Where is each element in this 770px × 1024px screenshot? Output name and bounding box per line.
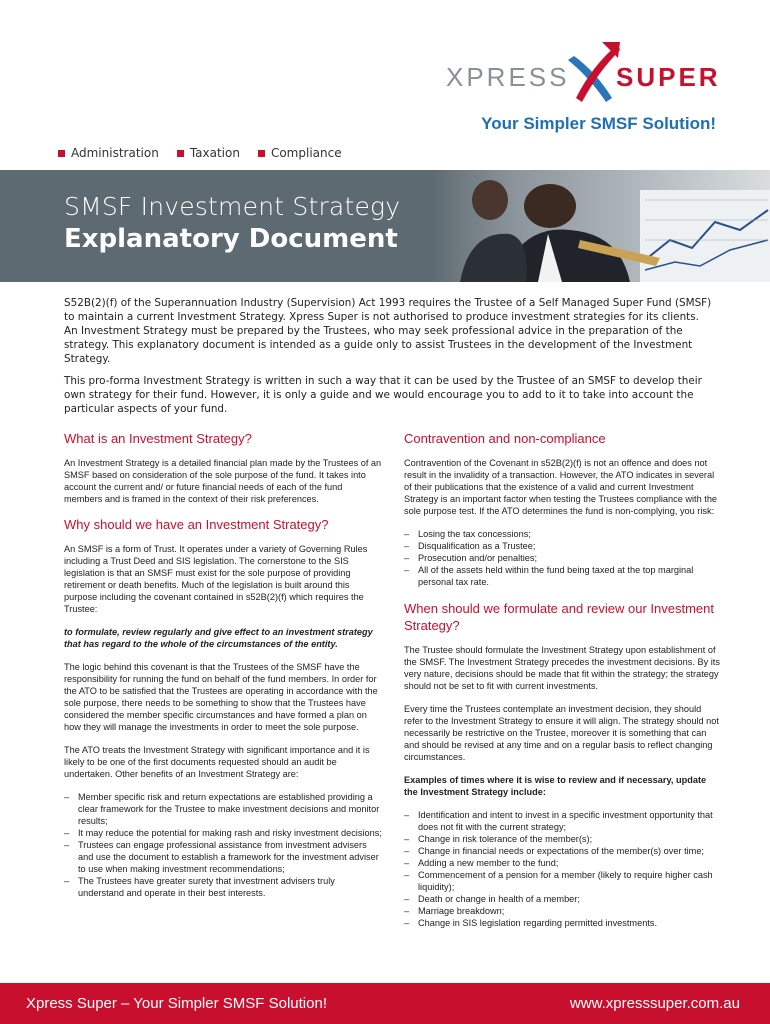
nav-item-administration: [58, 146, 159, 160]
risk-list: [404, 528, 722, 588]
document-title-line1: SMSF Investment Strategy: [64, 192, 401, 221]
list-item: – Change in SIS legislation regarding permitted investments.: [404, 917, 722, 929]
xpress-super-logo: [440, 40, 720, 112]
footer-slogan: Xpress Super – Your Simpler SMSF Solution!: [26, 995, 327, 1012]
section-paragraph: The ATO treats the Investment Strategy with significant importance and it is likely to be one of the first documents requested should an audit be undertaken. Other benefits of an Investment Strategy are:: [64, 745, 370, 779]
list-item: – Member specific risk and return expectations are established providing a clear framework for the Trustee to make investment decisions and monitor results;: [64, 791, 382, 827]
category-nav: [58, 146, 342, 160]
intro-section: [64, 296, 712, 424]
section-paragraph: An SMSF is a form of Trust. It operates under a variety of Governing Rules including a Trust Deed and SIS legislation. The cornerstone to the SIS legislation is that an SMSF must exist for the sole purpose of providing retirement or death benefits. Much of the legislation is built around this purpose including the covenant contained in s52B(2)(f) which requires the Trustee:: [64, 544, 368, 614]
business-people-photo: [430, 170, 770, 282]
section-heading: What is an Investment Strategy?: [64, 431, 252, 446]
list-item: – Trustees can engage professional assistance from investment advisers and use the document to establish a framework for the investment adviser to use when making investment recommendations;: [64, 839, 382, 875]
review-triggers-list: [404, 809, 722, 929]
list-item: – Death or change in health of a member;: [404, 893, 722, 905]
section-paragraph: The Trustee should formulate the Investment Strategy upon establishment of the SMSF. The Investment Strategy precedes the investment decisions. By its very nature, decisions should be made that fit within the strategy; the strategy should not be set to fit with current investments.: [404, 645, 720, 691]
benefits-list: [64, 791, 382, 899]
section-paragraph: Contravention of the Covenant in s52B(2)(f) is not an offence and does not result in the invalidity of a transaction. However, the ATO indicates in several of their publications that the existence of a valid and current Investment Strategy is an important factor when testing the Trustees compliance with the sole purpose test. If the ATO determines the fund is non-complying, you risk:: [404, 458, 718, 516]
list-item: – Marriage breakdown;: [404, 905, 722, 917]
section-heading: Contravention and non-compliance: [404, 431, 606, 446]
nav-label: Taxation: [189, 146, 240, 160]
section-paragraph: An Investment Strategy is a detailed financial plan made by the Trustees of an SMSF based on consideration of the sole purpose of the fund. It takes into account the current and/ or future financial needs of each of the fund members and is framed in the context of their risk preferences.: [64, 458, 382, 504]
intro-paragraph: S52B(2)(f) of the Superannuation Industry (Supervision) Act 1993 requires the Trustee of a Self Managed Super Fund (SMSF) to maintain a current Investment Strategy. Xpress Super is not authorised to produce investment strategies for its clients. An Investment Strategy must be prepared by the Trustees, who may seek professional advice in the preparation of the strategy. This explanatory document is intended as a guide only to assist Trustees in the development of the Investment Strategy.: [64, 297, 712, 365]
section-heading: When should we formulate and review our Investment Strategy?: [404, 601, 714, 633]
section-paragraph: Examples of times where it is wise to review and if necessary, update the Investment Strategy include:: [404, 775, 707, 797]
list-item: – Disqualification as a Trustee;: [404, 540, 722, 552]
footer-bar: [0, 983, 770, 1024]
list-item: – Commencement of a pension for a member (likely to require higher cash liquidity);: [404, 869, 722, 893]
right-column: [404, 430, 722, 941]
list-item: – All of the assets held within the fund being taxed at the top marginal personal tax rate.: [404, 564, 722, 588]
list-item: – It may reduce the potential for making rash and risky investment decisions;: [64, 827, 382, 839]
logo-word-xpress: XPRESS: [446, 62, 570, 92]
red-square-bullet-icon: [58, 150, 65, 157]
footer-website-link[interactable]: www.xpresssuper.com.au: [569, 995, 740, 1012]
section-heading: Why should we have an Investment Strategy?: [64, 517, 329, 532]
list-item: – Change in risk tolerance of the member(s);: [404, 833, 722, 845]
red-square-bullet-icon: [177, 150, 184, 157]
intro-paragraph: This pro-forma Investment Strategy is written in such a way that it can be used by the Trustee of an SMSF to develop their own strategy for their fund. However, it is only a guide and we would encourage you to add to it to take into account the particular aspects of your fund.: [64, 375, 702, 415]
list-item: – Losing the tax concessions;: [404, 528, 722, 540]
nav-label: Administration: [71, 146, 159, 160]
section-paragraph: Every time the Trustees contemplate an investment decision, they should refer to the Investment Strategy to ensure it will align. The strategy should not necessarily be restrictive on the Trustee, moreover it is something that can and should be revised at any time and on a regular basis to reflect changing circumstances.: [404, 704, 719, 762]
red-square-bullet-icon: [258, 150, 265, 157]
logo-word-super: SUPER: [616, 62, 721, 92]
left-column: [64, 430, 382, 911]
nav-item-compliance: [258, 146, 342, 160]
list-item: – Change in financial needs or expectations of the member(s) over time;: [404, 845, 722, 857]
list-item: – Identification and intent to invest in a specific investment opportunity that does not fit with the current strategy;: [404, 809, 722, 833]
list-item: – The Trustees have greater surety that investment advisers truly understand and operate in their best interests.: [64, 875, 382, 899]
logo-x-mark-icon: [562, 40, 622, 112]
list-item: – Prosecution and/or penalties;: [404, 552, 722, 564]
section-paragraph: The logic behind this covenant is that the Trustees of the SMSF have the responsibility for running the fund on behalf of the fund members. In order for the ATO to be satisfied that the Trustees are operating in accordance with the sole purpose, there needs to be something to show that the Trustees have considered the member specific circumstances and have formed a plan on how they will manage the investments in order to meet the sole purpose.: [64, 662, 378, 732]
document-title-line2: Explanatory Document: [64, 224, 398, 254]
title-banner: [0, 170, 770, 282]
list-item: – Adding a new member to the fund;: [404, 857, 722, 869]
nav-label: Compliance: [270, 146, 342, 160]
brand-tagline: Your Simpler SMSF Solution!: [481, 114, 716, 133]
covenant-quote: to formulate, review regularly and give effect to an investment strategy that has regard to the whole of the circumstances of the entity.: [64, 627, 373, 649]
nav-item-taxation: [177, 146, 240, 160]
